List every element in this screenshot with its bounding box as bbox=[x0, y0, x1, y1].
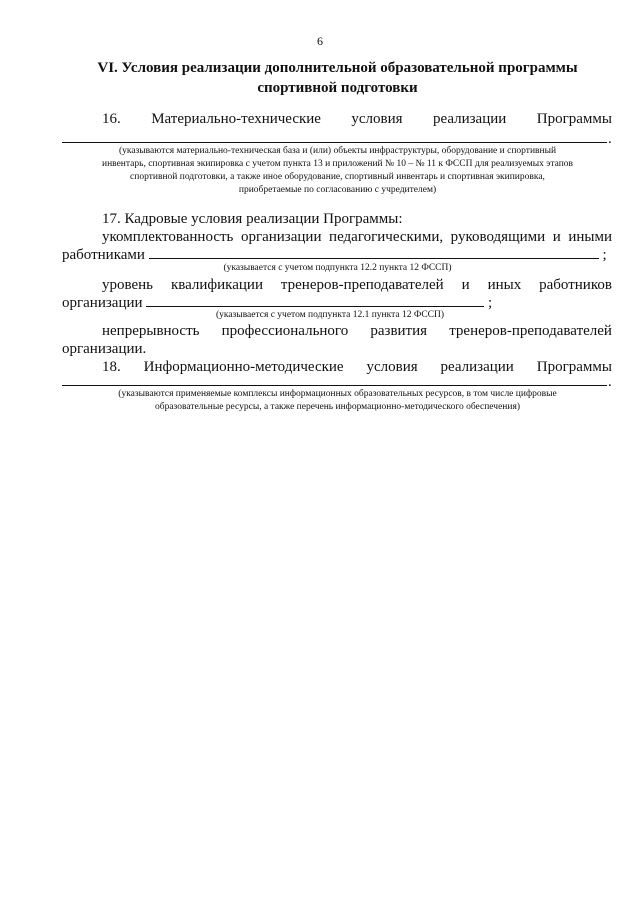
qualification-word: работников bbox=[539, 277, 612, 293]
development-line-2: организации. bbox=[62, 341, 147, 357]
item-16-word: реализации bbox=[432, 111, 507, 127]
item-16-blank-line[interactable] bbox=[62, 142, 607, 143]
staffing-prefix: работниками bbox=[62, 247, 145, 263]
item-18-note-line: образовательные ресурсы, а также перечень информационно-методического обеспечения) bbox=[154, 402, 520, 412]
item-18-word: реализации bbox=[440, 359, 514, 375]
item-18-word: 18. bbox=[102, 359, 121, 375]
item-16-note bbox=[60, 145, 615, 197]
staffing-end-mark: ; bbox=[602, 247, 607, 263]
qualification-note: (указывается с учетом подпункта 12.1 пункта 12 ФССП) bbox=[215, 310, 445, 320]
item-18-line bbox=[102, 358, 612, 376]
qualification-word: квалификации bbox=[170, 277, 263, 293]
section-heading-line-1: VI. Условия реализации дополнительной образовательной программы bbox=[97, 60, 578, 76]
item-16-note-line: приобретаемые по согласованию с учредителем) bbox=[238, 185, 437, 195]
item-16-line bbox=[102, 110, 612, 128]
qualification-word: тренеров-преподавателей bbox=[280, 277, 444, 293]
qualification-word: и bbox=[461, 277, 470, 293]
item-16-note-line: (указываются материально-техническая база и (или) объекты инфраструктуры, оборудование и спортивный bbox=[118, 146, 557, 156]
qualification-word: уровень bbox=[102, 277, 154, 293]
development-line-1 bbox=[102, 322, 612, 340]
development-word: развития bbox=[370, 323, 428, 339]
qualification-line-1 bbox=[102, 276, 612, 294]
item-17-title: 17. Кадровые условия реализации Программы: bbox=[102, 211, 403, 227]
qualification-prefix: организации bbox=[62, 295, 143, 311]
development-word: тренеров-преподавателей bbox=[449, 323, 612, 339]
qualification-word: иных bbox=[487, 277, 522, 293]
staffing-line-1: укомплектованность организации педагогическими, руководящими и иными bbox=[102, 229, 612, 245]
item-18-end-mark: . bbox=[608, 374, 612, 390]
staffing-blank-field[interactable] bbox=[149, 246, 599, 259]
development-word: непрерывность bbox=[102, 323, 200, 339]
item-18-note bbox=[60, 388, 615, 414]
item-16-word: Программы bbox=[536, 111, 612, 127]
item-16-note-line: спортивной подготовки, а также иное оборудование, спортивный инвентарь и спортивная экипировка, bbox=[130, 172, 545, 182]
staffing-note: (указывается с учетом подпункта 12.2 пункта 12 ФССП) bbox=[223, 263, 452, 273]
item-16-note-line: инвентарь, спортивная экипировка с учетом пункта 13 и приложений № 10 – № 11 к ФССП для реализуемых этапов bbox=[101, 159, 574, 169]
item-16-word: условия bbox=[351, 111, 403, 127]
page-number: 6 bbox=[317, 34, 323, 48]
qualification-blank-field[interactable] bbox=[146, 294, 484, 307]
item-18-word: Информационно-методические bbox=[143, 359, 344, 375]
qualification-end-mark: ; bbox=[488, 295, 493, 311]
section-heading bbox=[60, 58, 615, 98]
item-18-blank-line[interactable] bbox=[62, 385, 607, 386]
item-18-word: условия bbox=[366, 359, 418, 375]
item-18-word: Программы bbox=[536, 359, 612, 375]
item-16-word: 16. bbox=[102, 111, 121, 127]
development-word: профессионального bbox=[221, 323, 349, 339]
item-18-note-line: (указываются применяемые комплексы информационных образовательных ресурсов, в том числе цифровые bbox=[118, 389, 557, 399]
item-16-word: Материально-технические bbox=[151, 111, 321, 127]
section-heading-line-2: спортивной подготовки bbox=[257, 80, 418, 96]
item-16-end-mark: . bbox=[608, 131, 612, 147]
